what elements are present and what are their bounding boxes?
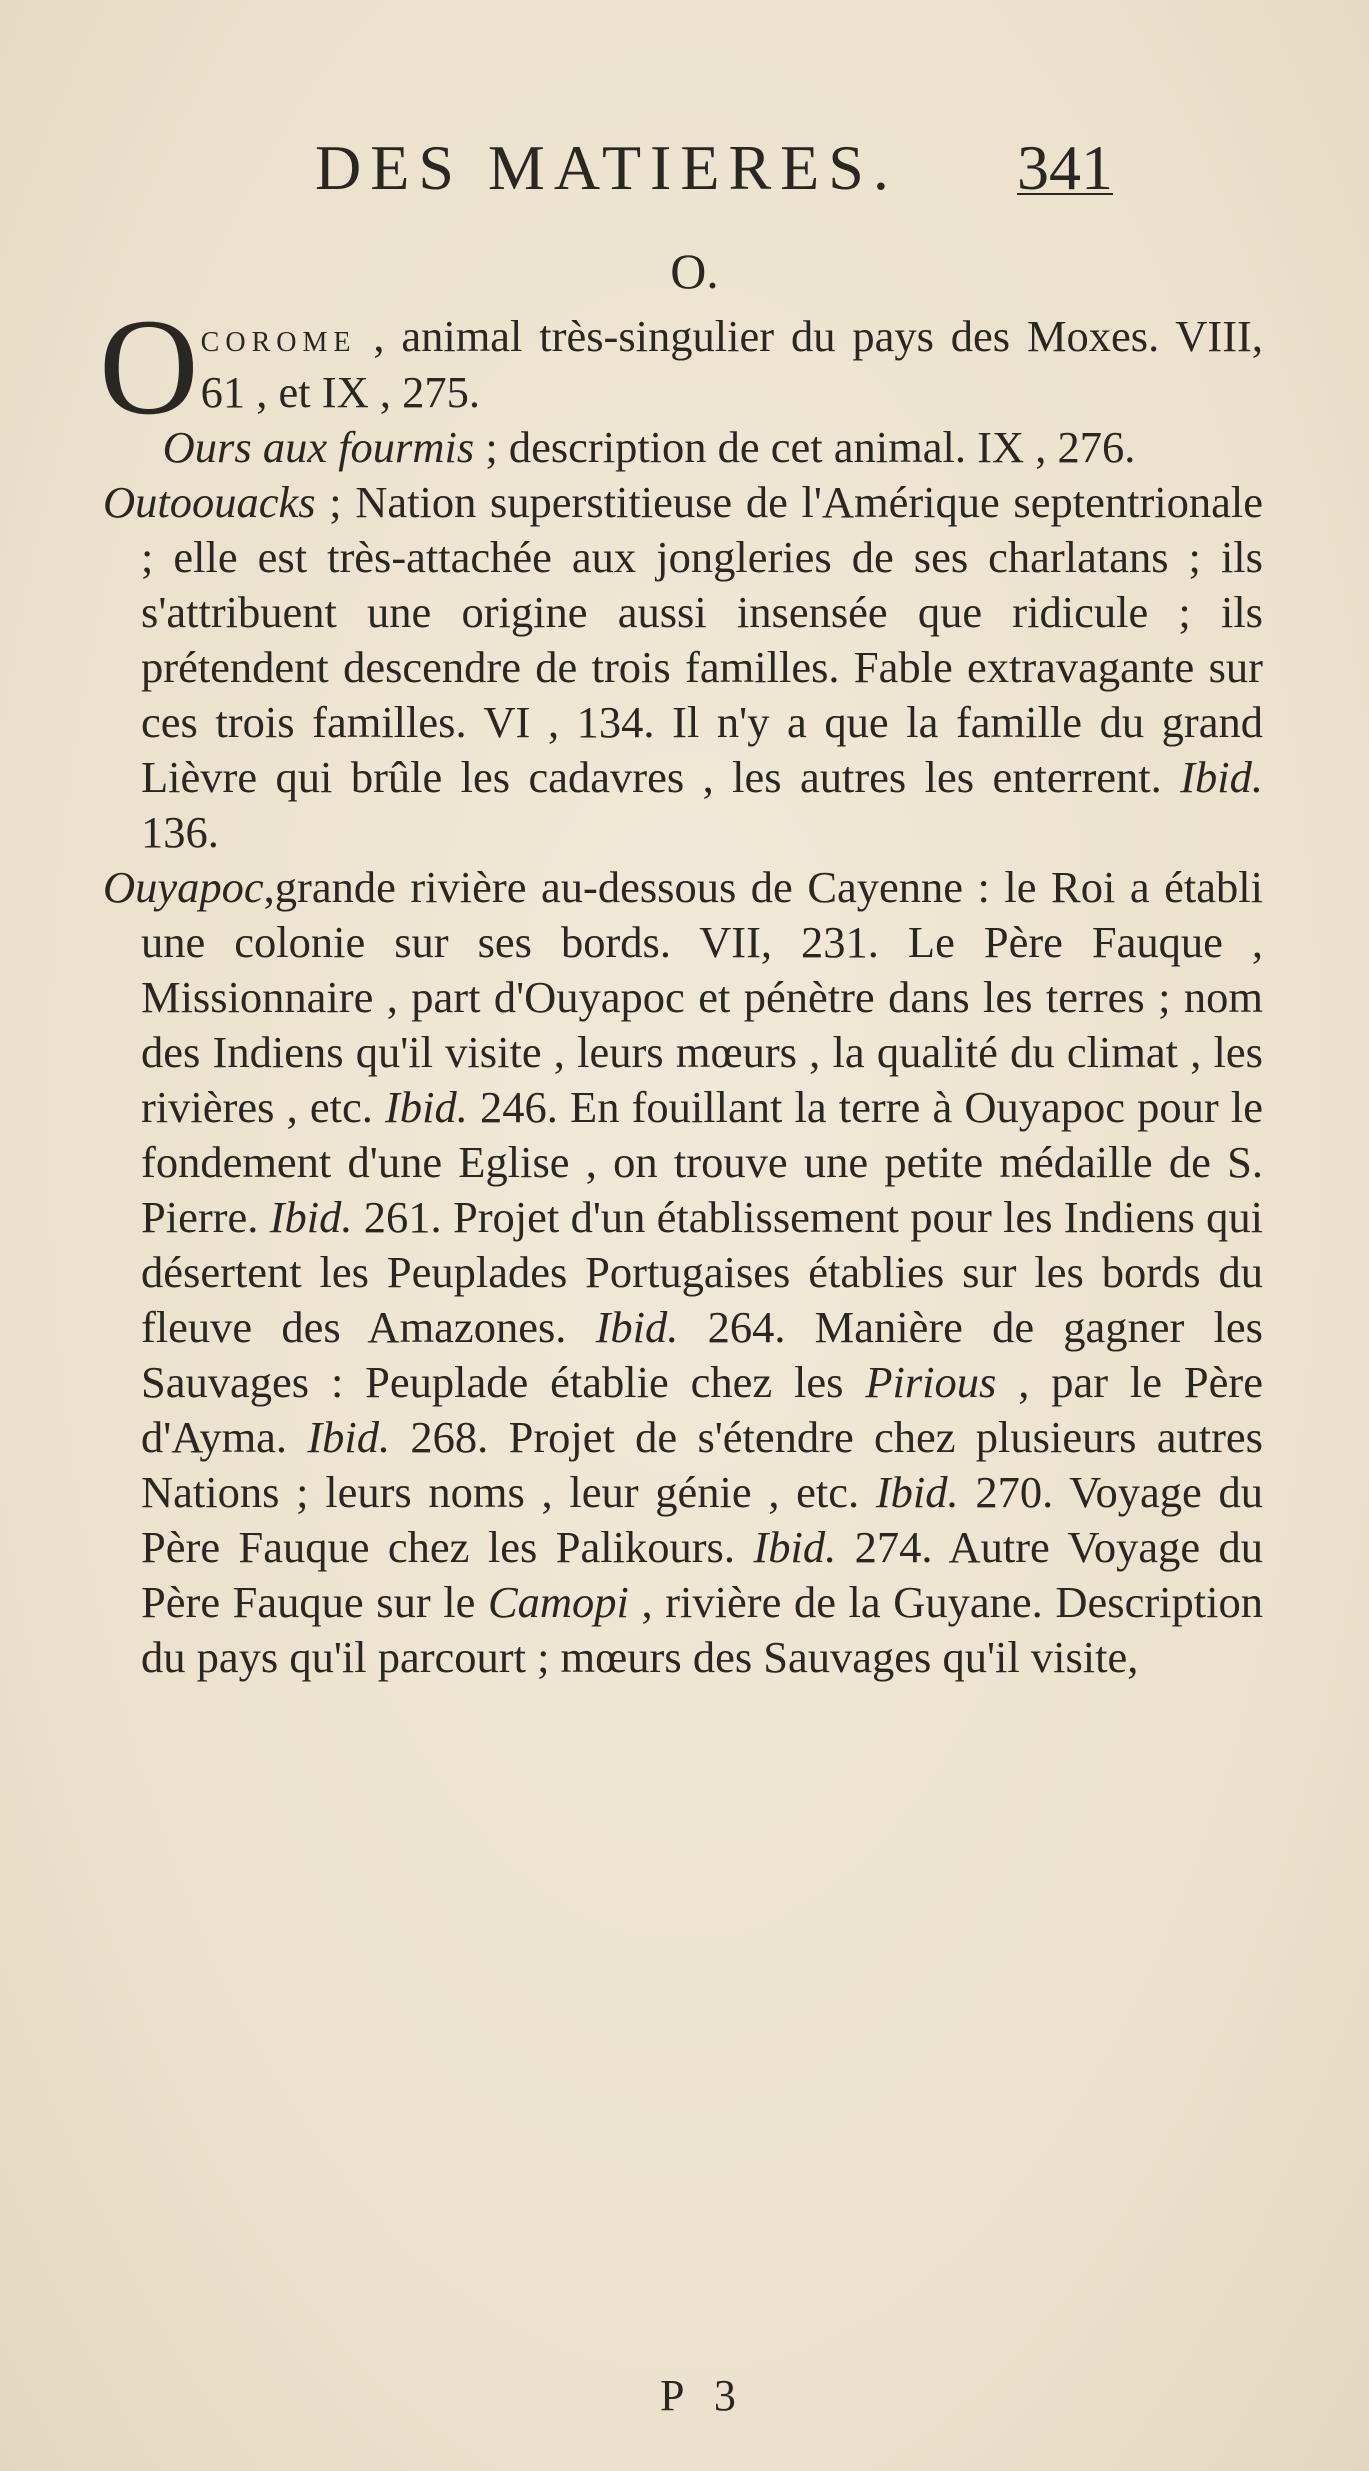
- entry-text: 264. Manière de gagner les Sauvages : Peuplade établie chez les: [141, 1302, 1263, 1407]
- entry-text: ; Nation superstitieuse de l'Amérique septentrionale ; elle est très-attachée aux jongleries de ses charlatans ; ils s'attribuent une origine aussi insensée que ridicule ; ils prétendent descendre de trois familles. Fable extravagante sur ces trois familles. VI , 134. Il n'y a que la famille du grand Lièvre qui brûle les cadavres , les autres les enterrent.: [141, 477, 1263, 802]
- italic-name-camopi: Camopi: [487, 1577, 629, 1627]
- index-entry-ouyapoc: [103, 860, 1263, 1685]
- index-entry-outoouacks: [103, 475, 1263, 860]
- ibid-reference: Ibid.: [595, 1302, 679, 1352]
- ibid-reference: Ibid.: [753, 1522, 837, 1572]
- index-entries: [99, 290, 1263, 1685]
- entry-text: 274. Autre Voyage du Père Fauque sur le: [141, 1522, 1263, 1627]
- entry-headword: Ours aux fourmis: [162, 422, 475, 472]
- running-head: [0, 128, 1369, 208]
- entry-text: , rivière de la Guyane. Description du pays qu'il parcourt ; mœurs des Sauvages qu'il visite,: [141, 1577, 1263, 1682]
- entry-text: , animal très-singulier du pays des Moxes. VIII, 61 , et IX , 275.: [200, 311, 1263, 417]
- ibid-reference: Ibid.: [1180, 752, 1263, 802]
- ibid-reference: Ibid.: [307, 1412, 391, 1462]
- signature-mark: P 3: [660, 2371, 746, 2420]
- index-entry-ocorome: [99, 290, 1263, 443]
- ibid-reference: Ibid.: [875, 1467, 959, 1517]
- page-number: 341: [1017, 132, 1113, 203]
- entry-headword: Outoouacks: [103, 477, 316, 527]
- entry-text: 270. Voyage du Père Fauque chez les Palikours.: [141, 1467, 1263, 1572]
- entry-text: ,grande rivière au-dessous de Cayenne : le Roi a établi une colonie sur ses bords. VII, 231. Le Père Fauque , Missionnaire , part d'Ouyapoc et pénètre dans les terres ; nom des Indiens qu'il visite , leurs mœurs , la qualité du climat , les rivières , etc.: [141, 862, 1263, 1132]
- drop-cap-letter: O: [99, 290, 199, 443]
- entry-text: 246. En fouillant la terre à Ouyapoc pour le fondement d'une Eglise , on trouve une petite médaille de S. Pierre.: [141, 1082, 1263, 1242]
- section-letter: O.: [670, 243, 719, 299]
- ibid-reference: Ibid.: [385, 1082, 468, 1132]
- ibid-reference: Ibid.: [269, 1192, 353, 1242]
- entry-headword: corome: [200, 315, 357, 360]
- entry-headword: Ouyapoc: [103, 862, 264, 912]
- italic-name-pirious: Pirious: [865, 1357, 997, 1407]
- index-entry-ours-aux-fourmis: [103, 420, 1263, 475]
- entry-text: 268. Projet de s'étendre chez plusieurs autres Nations ; leurs noms , leur génie , etc.: [141, 1412, 1263, 1517]
- running-title: DES MATIERES.: [315, 132, 898, 203]
- entry-text-tail: 136.: [141, 807, 219, 857]
- entry-text: , par le Père d'Ayma.: [141, 1357, 1263, 1462]
- entry-text: 261. Projet d'un établissement pour les Indiens qui désertent les Peuplades Portugaises établies sur les bords du fleuve des Amazones.: [141, 1192, 1263, 1352]
- entry-text: ; description de cet animal. IX , 276.: [474, 422, 1136, 472]
